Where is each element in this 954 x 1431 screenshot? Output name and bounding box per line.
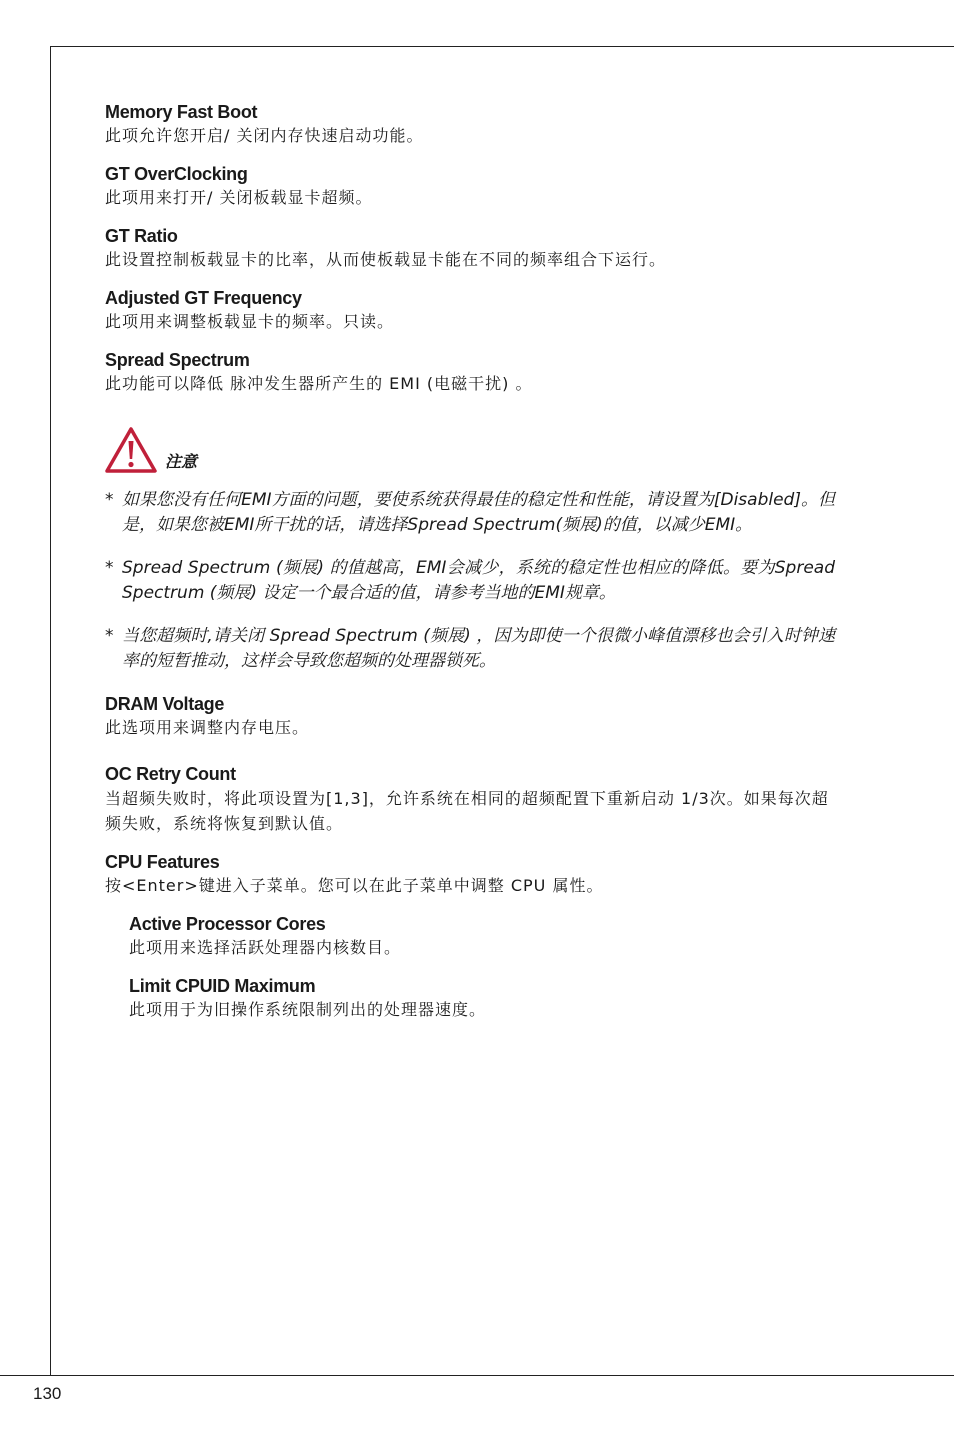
subsection-title: Limit CPUID Maximum [129, 976, 316, 996]
section-title: DRAM Voltage [105, 694, 225, 714]
section-description: 此项用来调整板载显卡的频率。只读。 [105, 312, 395, 331]
note-item [105, 556, 835, 606]
warning-icon [105, 426, 157, 474]
section-title: Adjusted GT Frequency [105, 288, 302, 308]
note-item-text: Spread Spectrum (频展) 的值越高，EMI会减少，系统的稳定性也相应的降低。要为Spread Spectrum (频展) 设定一个最合适的值，请参考当地的EMI规章。 [122, 558, 835, 603]
note-header [105, 422, 835, 474]
section-title: Spread Spectrum [105, 350, 250, 370]
bullet-asterisk: * [105, 558, 114, 578]
section-title: GT Ratio [105, 226, 178, 246]
note-title: 注意 [165, 452, 198, 471]
section-description: 此功能可以降低 脉冲发生器所产生的 EMI (电磁干扰) 。 [105, 374, 533, 393]
section-title: GT OverClocking [105, 164, 248, 184]
subsection-limit-cpuid-maximum [105, 974, 835, 1022]
bullet-asterisk: * [105, 490, 114, 510]
note-block [105, 422, 835, 674]
section-memory-fast-boot [105, 100, 835, 148]
subsection-description: 此项用于为旧操作系统限制列出的处理器速度。 [129, 1000, 487, 1019]
left-rule [50, 46, 51, 1376]
section-description: 按<Enter>键进入子菜单。您可以在此子菜单中调整 CPU 属性。 [105, 876, 604, 895]
section-description: 当超频失败时，将此项设置为[1,3]，允许系统在相同的超频配置下重新启动 1/3次。如果每次超频失败，系统将恢复到默认值。 [105, 789, 829, 833]
subsection-active-processor-cores [105, 912, 835, 960]
note-item-text: 当您超频时,请关闭 Spread Spectrum (频展) ，因为即使一个很微小峰值漂移也会引入时钟速率的短暂推动，这样会导致您超频的处理器锁死。 [122, 626, 835, 671]
section-gt-ratio [105, 224, 835, 272]
subsection-title: Active Processor Cores [129, 914, 326, 934]
section-description: 此设置控制板载显卡的比率，从而使板载显卡能在不同的频率组合下运行。 [105, 250, 667, 269]
section-adjusted-gt-frequency [105, 286, 835, 334]
section-dram-voltage [105, 692, 835, 740]
page-number: 130 [33, 1384, 62, 1403]
section-cpu-features [105, 850, 835, 898]
section-oc-retry-count [105, 762, 835, 836]
section-gt-overclocking [105, 162, 835, 210]
section-title: Memory Fast Boot [105, 102, 258, 122]
section-title: CPU Features [105, 852, 220, 872]
bottom-rule [0, 1375, 954, 1376]
section-spread-spectrum [105, 348, 835, 396]
note-item [105, 624, 835, 674]
section-description: 此项用来打开/ 关闭板载显卡超频。 [105, 188, 373, 207]
section-description: 此选项用来调整内存电压。 [105, 718, 310, 737]
page-content [105, 100, 835, 1036]
note-item-text: 如果您没有任何EMI方面的问题，要使系统获得最佳的稳定性和性能，请设置为[Disabled]。但是，如果您被EMI所干扰的话，请选择Spread Spectrum(频展)的值，以减少EMI。 [122, 490, 835, 535]
note-item [105, 488, 835, 538]
section-title: OC Retry Count [105, 764, 236, 784]
section-description: 此项允许您开启/ 关闭内存快速启动功能。 [105, 126, 424, 145]
subsection-description: 此项用来选择活跃处理器内核数目。 [129, 938, 402, 957]
top-rule [50, 46, 954, 47]
bullet-asterisk: * [105, 626, 114, 646]
